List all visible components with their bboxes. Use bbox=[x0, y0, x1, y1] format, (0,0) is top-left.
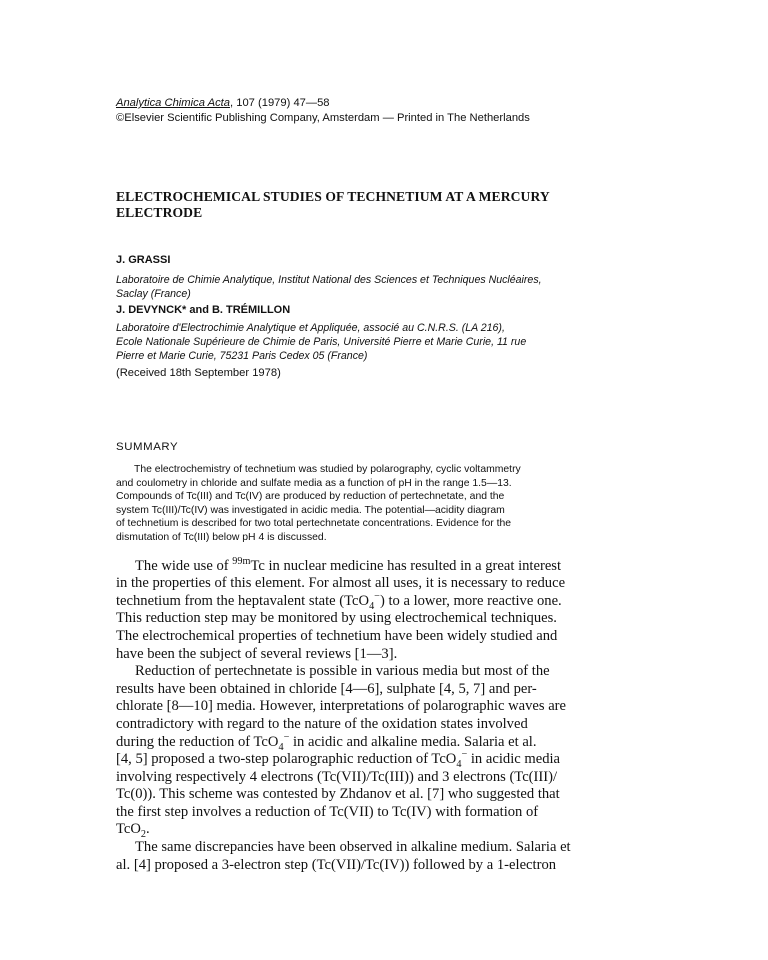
body-line-14: Tc(0)). This scheme was contested by Zhdanov et al. [7] who suggested that bbox=[116, 786, 560, 803]
summary-heading: SUMMARY bbox=[116, 441, 179, 453]
body-text bbox=[116, 555, 672, 875]
journal-citation bbox=[116, 96, 672, 111]
body-line-11: during the reduction of TcO$_4$− in acidic and alkaline media. Salaria et al. bbox=[116, 731, 537, 753]
summary-line-5: of technetium is described for two total pertechnetate concentrations. Evidence for the bbox=[116, 518, 512, 530]
journal-header bbox=[116, 96, 672, 126]
paper-page bbox=[116, 96, 672, 874]
affiliation-2-line-2: Ecole Nationale Supérieure de Chimie de Paris, Université Pierre et Marie Curie, 11 rue bbox=[116, 336, 527, 348]
author-block bbox=[116, 253, 672, 381]
body-line-5: The electrochemical properties of technetium have been widely studied and bbox=[116, 627, 558, 644]
body-line-13: involving respectively 4 electrons (Tc(VII)/Tc(III)) and 3 electrons (Tc(III)/ bbox=[116, 768, 558, 785]
affiliation-1-line-2: Saclay (France) bbox=[116, 288, 191, 300]
title-line-2: ELECTRODE bbox=[116, 205, 203, 220]
summary-line-6: dismutation of Tc(III) below pH 4 is discussed. bbox=[116, 531, 327, 543]
body-line-2: in the properties of this element. For almost all uses, it is necessary to reduce bbox=[116, 575, 566, 592]
title-line-1: ELECTROCHEMICAL STUDIES OF TECHNETIUM AT A MERCURY bbox=[116, 189, 550, 204]
author-2: J. DEVYNCK* and B. TRÉMILLON bbox=[116, 304, 291, 316]
summary-line-1: The electrochemistry of technetium was studied by polarography, cyclic voltammetry bbox=[134, 464, 521, 475]
body-line-12: [4, 5] proposed a two-step polarographic reduction of TcO$_4$− in acidic media bbox=[116, 749, 561, 770]
affiliation-2-line-1: Laboratoire d'Electrochimie Analytique et Appliquée, associé au C.N.R.S. (LA 216), bbox=[116, 322, 505, 334]
body-line-6: have been the subject of several reviews [1—3]. bbox=[116, 645, 398, 662]
affiliation-2 bbox=[116, 321, 672, 363]
body-line-3: technetium from the heptavalent state (TcO$_4$−) to a lower, more reactive one. bbox=[116, 590, 562, 612]
body-line-8: results have been obtained in chloride [4—6], sulphate [4, 5, 7] and per- bbox=[116, 680, 537, 697]
body-line-15: the first step involves a reduction of Tc(VII) to Tc(IV) with formation of bbox=[116, 803, 539, 820]
body-line-7: Reduction of pertechnetate is possible in various media but most of the bbox=[135, 663, 550, 680]
citation-details: , 107 (1979) 47—58 bbox=[230, 97, 330, 109]
body-line-18: al. [4] proposed a 3-electron step (Tc(VII)/Tc(IV)) followed by a 1-electron bbox=[116, 856, 557, 873]
publisher-line: ©Elsevier Scientific Publishing Company, Amsterdam — Printed in The Netherlands bbox=[116, 112, 530, 124]
journal-name[interactable]: Analytica Chimica Acta bbox=[116, 97, 230, 109]
summary-line-3: Compounds of Tc(III) and Tc(IV) are produced by reduction of pertechnetate, and the bbox=[116, 491, 505, 503]
body-line-16: TcO$_2$. bbox=[116, 821, 150, 841]
article-title bbox=[116, 189, 672, 221]
body-line-17: The same discrepancies have been observed in alkaline medium. Salaria et bbox=[135, 839, 571, 856]
affiliation-1 bbox=[116, 273, 672, 301]
body-line-10: contradictory with regard to the nature of the oxidation states involved bbox=[116, 715, 528, 732]
affiliation-1-line-1: Laboratoire de Chimie Analytique, Institut National des Sciences et Techniques Nucléaires, bbox=[116, 274, 542, 286]
summary-line-4: system Tc(III)/Tc(IV) was investigated in acidic media. The potential—acidity diagram bbox=[116, 504, 505, 516]
received-date: (Received 18th September 1978) bbox=[116, 367, 281, 379]
author-1: J. GRASSI bbox=[116, 254, 171, 266]
body-line-1: The wide use of $^{99m}$Tc in nuclear medicine has resulted in a great interest bbox=[135, 555, 562, 574]
summary-line-2: and coulometry in chloride and sulfate media as a function of pH in the range 1.5—13. bbox=[116, 477, 512, 489]
body-line-9: chlorate [8—10] media. However, interpretations of polarographic waves are bbox=[116, 698, 567, 715]
body-line-4: This reduction step may be monitored by using electrochemical techniques. bbox=[116, 610, 557, 627]
affiliation-2-line-3: Pierre et Marie Curie, 75231 Paris Cedex 05 (France) bbox=[116, 350, 368, 362]
summary-text bbox=[116, 463, 672, 545]
